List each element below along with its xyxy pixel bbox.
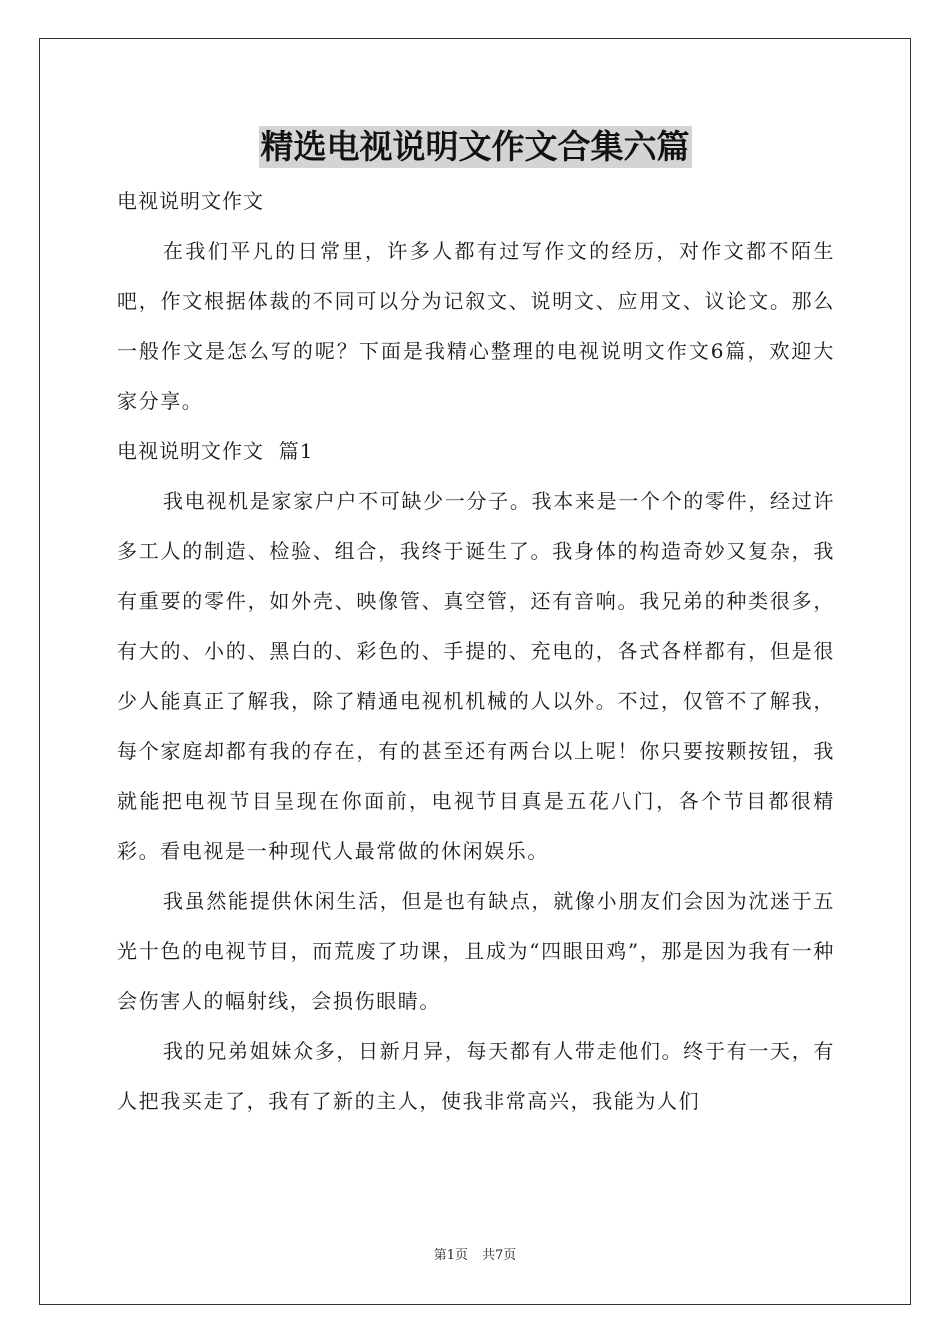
page-footer (0, 1247, 950, 1265)
section-heading: 电视说明文作文 篇1 (117, 439, 314, 463)
title-area (0, 126, 950, 168)
body-paragraph: 在我们平凡的日常里，许多人都有过写作文的经历，对作文都不陌生吧，作文根据体裁的不同可以分为记叙文、说明文、应用文、议论文。那么一般作文是怎么写的呢？下面是我精心整理的电视说明文作文6篇，欢迎大家分享。 (117, 239, 835, 413)
body-paragraph: 我的兄弟姐妹众多，日新月异，每天都有人带走他们。终于有一天，有人把我买走了，我有了新的主人，使我非常高兴，我能为人们 (117, 1039, 835, 1113)
document-body (117, 176, 835, 1126)
document-title: 精选电视说明文作文合集六篇 (260, 127, 690, 166)
body-paragraph: 我虽然能提供休闲生活，但是也有缺点，就像小朋友们会因为沈迷于五光十色的电视节目，而荒废了功课，且成为“四眼田鸡”，那是因为我有一种会伤害人的幅射线，会损伤眼睛。 (117, 889, 835, 1013)
body-paragraph: 我电视机是家家户户不可缺少一分子。我本来是一个个的零件，经过许多工人的制造、检验、组合，我终于诞生了。我身体的构造奇妙又复杂，我有重要的零件，如外壳、映像管、真空管，还有音响。我兄弟的种类很多，有大的、小的、黑白的、彩色的、手提的、充电的，各式各样都有，但是很少人能真正了解我，除了精通电视机机械的人以外。不过，仅管不了解我，每个家庭却都有我的存在，有的甚至还有两台以上呢！你只要按颗按钮，我就能把电视节目呈现在你面前，电视节目真是五花八门，各个节目都很精彩。看电视是一种现代人最常做的休闲娱乐。 (117, 489, 835, 863)
page-total: 共7页 (482, 1248, 517, 1263)
section-heading: 电视说明文作文 (117, 189, 264, 213)
page-number: 第1页 (433, 1248, 468, 1263)
